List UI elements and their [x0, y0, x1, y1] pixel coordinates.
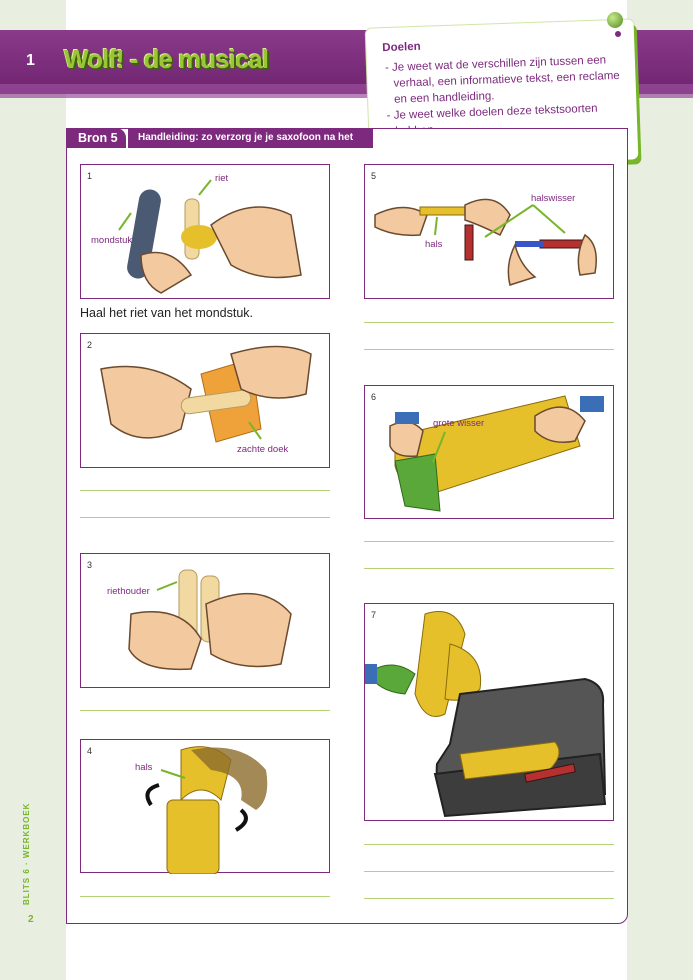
neck-swab-illustration: [365, 165, 615, 300]
panel-number: 6: [371, 392, 377, 402]
label-neck-swab: halswisser: [531, 193, 576, 204]
source-title: Handleiding: zo verzorg je je saxofoon na het spelen: [128, 128, 373, 148]
panel-step-1: [80, 164, 330, 299]
label-neck: hals: [425, 239, 443, 250]
goals-title: Doelen: [382, 40, 421, 55]
write-line: [364, 568, 614, 569]
panel-step-2: [80, 333, 330, 468]
write-line: [364, 349, 614, 350]
panel-step-5: [364, 164, 614, 299]
body-swab-illustration: [365, 386, 615, 520]
write-line: [364, 322, 614, 323]
pushpin-icon: [607, 12, 623, 28]
pushpin-dot: [615, 31, 621, 37]
panel-number: 2: [87, 340, 93, 350]
write-line: [80, 710, 330, 711]
write-line: [364, 541, 614, 542]
write-line: [80, 490, 330, 491]
write-line: [364, 844, 614, 845]
left-margin: [0, 0, 66, 980]
reed-holder-illustration: [81, 554, 331, 689]
panel-number: 4: [87, 746, 93, 756]
panel-number: 3: [87, 560, 93, 570]
write-line: [80, 517, 330, 518]
write-line: [364, 898, 614, 899]
source-tab: Bron 5: [66, 128, 126, 148]
page-number: 2: [28, 914, 34, 925]
step-1-caption: Haal het riet van het mondstuk.: [80, 306, 254, 320]
panel-step-3: [80, 553, 330, 688]
panel-step-6: [364, 385, 614, 519]
chapter-number: 1: [26, 52, 35, 69]
label-reed-holder: riethouder: [107, 586, 150, 597]
case-illustration: [365, 604, 615, 822]
write-line: [364, 871, 614, 872]
cloth-illustration: [81, 334, 331, 469]
label-neck: hals: [135, 762, 153, 773]
panel-step-4: [80, 739, 330, 873]
panel-number: 7: [371, 610, 377, 620]
write-line: [80, 896, 330, 897]
label-mouthpiece: mondstuk: [91, 235, 133, 246]
mouthpiece-illustration: [81, 165, 331, 300]
neck-illustration: [81, 740, 331, 874]
panel-number: 1: [87, 171, 93, 181]
label-soft-cloth: zachte doek: [237, 444, 289, 455]
goal-item: - Je weet wat de verschillen zijn tussen een verhaal, een informatieve tekst, een reclame en een handleiding.: [384, 54, 620, 106]
goal-item: - Je weet welke doelen deze tekstsoorten: [386, 102, 598, 123]
label-large-swab: grote wisser: [433, 418, 485, 429]
chapter-title: Wolf! - de musical: [64, 44, 268, 74]
panel-number: 5: [371, 171, 377, 181]
panel-step-7: [364, 603, 614, 821]
label-reed: riet: [215, 173, 229, 184]
workbook-side-label: BLITS 6 · WERKBOEK: [22, 802, 31, 905]
